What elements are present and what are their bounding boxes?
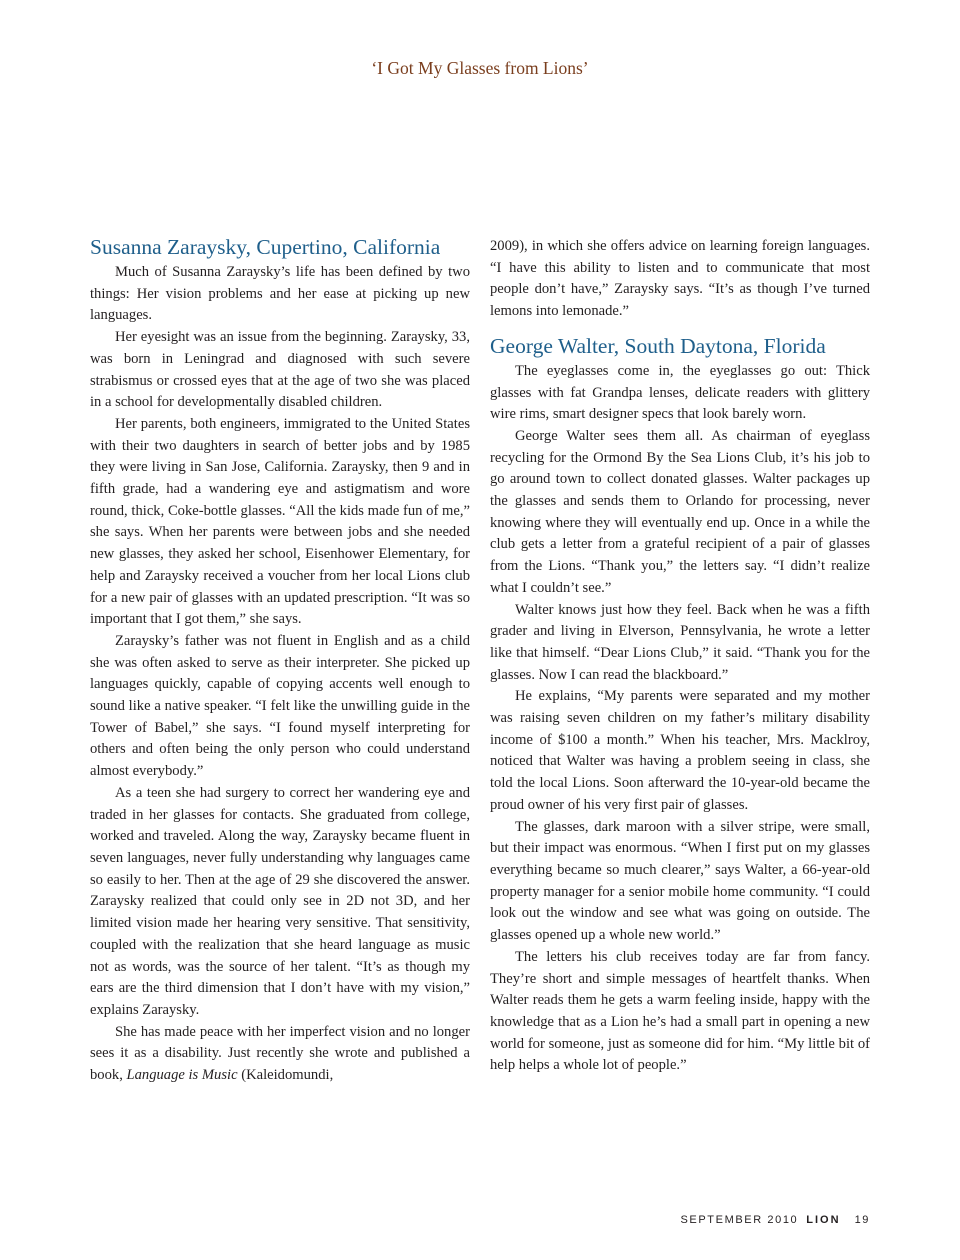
story1-text: She has made peace with her imperfect vision and no longer sees it as a disability. Just recently she wrote and published a book, (90, 1023, 470, 1084)
right-column (490, 236, 870, 1077)
story2-paragraph: The glasses, dark maroon with a silver stripe, were small, but their impact was enormous. “When I first put on my glasses everything became so much clearer,” says Walter, a 66-year-old property manager for a senior mobile home community. “I could look out the window and see what was going on outside. The glasses opened up a whole new world.” (490, 818, 870, 944)
story1-paragraph: Her eyesight was an issue from the beginning. Zaraysky, 33, was born in Leningrad and diagnosed with such severe strabismus or crossed eyes that at the age of two she was placed in a school for developmentally disabled children. (90, 329, 470, 411)
story2-paragraph: George Walter sees them all. As chairman of eyeglass recycling for the Ormond By the Sea Lions Club, it’s his job to go around town to collect donated glasses. Walter packages up the glasses and sends them to Orlando for processing, never knowing where they will eventually end up. Once in a while the club gets a letter from a grateful recipient of a pair of glasses from the Lions. “Thank you,” the letters say. “I didn’t realize what I couldn’t see.” (490, 427, 870, 596)
story2-paragraph: The letters his club receives today are far from fancy. They’re short and simple messages of heartfelt thanks. When Walter reads them he gets a warm feeling inside, happy with the knowledge that as a Lion he’s had a small part in opening a new world for someone, just as someone did for him. “My little bit of help helps a whole lot of people.” (490, 948, 870, 1074)
issue-date: SEPTEMBER 2010 (680, 1214, 799, 1226)
book-title: Language is Music (126, 1067, 238, 1084)
story1-continuation: 2009), in which she offers advice on learning foreign languages. “I have this ability to listen and to communicate that most people don’t have,” Zaraysky says. “It’s as though I’ve turned lemons into lemonade.” (490, 238, 870, 320)
page-number: 19 (854, 1214, 870, 1226)
running-head: ‘I Got My Glasses from Lions’ (371, 58, 589, 78)
story2-paragraph: The eyeglasses come in, the eyeglasses go out: Thick glasses with fat Grandpa lenses, delicate readers with glittery wire rims, smart designer specs that look barely worn. (490, 362, 870, 423)
story1-paragraph: Her parents, both engineers, immigrated to the United States with their two daughters in search of better jobs and by 1985 they were living in San Jose, California. Zaraysky, then 9 and in fifth grade, had a wandering eye and astigmatism and wore round, thick, Coke-bottle glasses. “All the kids made fun of me,” she says. When her parents were between jobs and she needed new glasses, they asked her school, Eisenhower Elementary, for help and Zaraysky received a voucher from her local Lions club for a new pair of glasses with an updated prescription. “It was so important that I got them,” she says. (90, 415, 470, 628)
page-footer (681, 1214, 871, 1226)
story1-paragraph: Much of Susanna Zaraysky’s life has been defined by two things: Her vision problems and her ease at picking up new languages. (90, 264, 470, 324)
story1-paragraph: As a teen she had surgery to correct her wandering eye and traded in her glasses for contacts. She graduated from college, worked and traveled. Along the way, Zaraysky became fluent in seven languages, never fully understanding why languages came so easily to her. Then at the age of 29 she discovered the answer. Zaraysky realized that could only see in 2D not 3D, and her limited vision made her hearing very sensitive. That sensitivity, coupled with the realization that she heard language as music not as words, was the source of her talent. “It’s as though my ears are the third dimension that I don’t have with my vision,” explains Zaraysky. (90, 784, 470, 1018)
story1-paragraph: Zaraysky’s father was not fluent in English and as a child she was often asked to serve as their interpreter. She picked up languages quickly, capable of copying accents well enough to sound like a native speaker. “I felt like the unwilling guide in the Tower of Babel,” she says. “I found myself interpreting for others and often being the only person who could understand almost everybody.” (90, 632, 470, 780)
story2-paragraph: He explains, “My parents were separated and my mother was raising seven children on my father’s military disability income of $100 a month.” When his teacher, Mrs. Macklroy, noticed that Walter was having a problem seeing in class, she told the local Lions. Soon afterward the 10-year-old became the proud owner of his very first pair of glasses. (490, 688, 870, 813)
magazine-name: LION (806, 1214, 841, 1226)
story1-paragraph (90, 1022, 470, 1087)
story1-text: (Kaleidomundi, (237, 1067, 334, 1084)
left-column (90, 232, 470, 1087)
story1-heading: Susanna Zaraysky, Cupertino, California (90, 235, 441, 259)
story2-paragraph: Walter knows just how they feel. Back when he was a fifth grader and living in Elverson, Pennsylvania, he wrote a letter like that himself. “Dear Lions Club,” it said. “Thank you for the glasses. Now I can read the blackboard.” (490, 601, 870, 683)
story2-heading: George Walter, South Daytona, Florida (490, 333, 826, 358)
